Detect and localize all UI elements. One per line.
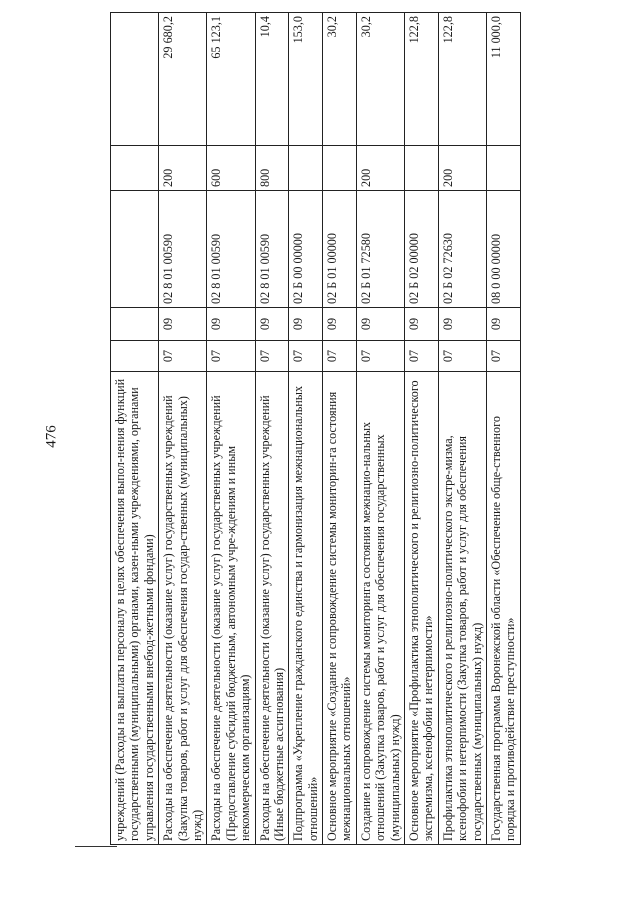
row-target-article: 02 Б 01 72580 [356,191,404,308]
row-amount: 30,2 [356,13,404,146]
row-name: учреждений (Расходы на выплаты персоналу в целях обеспечения выпол-нения функций государственными (муниципальными) органами, казен-ными учреждениями, органами управления государственными внебюд-жетными фондами) [111,372,159,845]
row-name: Профилактика этнополитического и религиозно-политического экстре-мизма, ксенофобии и нетерпимости (Закупка товаров, работ и услуг для обеспечения государственных (муниципальных) нужд) [438,372,486,845]
page-number: 476 [43,425,60,448]
row-amount: 65 123,1 [207,13,255,146]
row-name: Расходы на обеспечение деятельности (оказание услуг) государственных учреждений (Предоставление субсидий бюджетным, автономным учре-ждениям и иным некоммерческим организациям) [207,372,255,845]
row-section: 07 [356,341,404,372]
row-amount: 29 680,2 [159,13,207,146]
budget-table [110,12,521,845]
row-section: 07 [255,341,289,372]
row-subsection: 09 [405,308,439,341]
row-section: 07 [159,341,207,372]
table-row [323,13,357,845]
footer-divider [75,846,117,847]
row-amount [111,13,159,146]
row-subsection [111,308,159,341]
row-name: Основное мероприятие «Создание и сопровождение системы мониторин-га состояния межнациональных отношений» [323,372,357,845]
row-amount: 122,8 [438,13,486,146]
rotated-table-container [110,16,610,845]
table-row [207,13,255,845]
table-row [486,13,520,845]
table-row [405,13,439,845]
row-amount: 10,4 [255,13,289,146]
row-subsection: 09 [438,308,486,341]
row-expense-type: 200 [438,146,486,191]
row-target-article [111,191,159,308]
row-target-article: 02 8 01 00590 [207,191,255,308]
row-target-article: 02 8 01 00590 [159,191,207,308]
row-target-article: 02 Б 00 00000 [289,191,323,308]
row-expense-type: 200 [159,146,207,191]
row-target-article: 02 8 01 00590 [255,191,289,308]
row-section [111,341,159,372]
row-target-article: 08 0 00 00000 [486,191,520,308]
row-section: 07 [486,341,520,372]
row-expense-type [405,146,439,191]
row-expense-type [323,146,357,191]
row-section: 07 [438,341,486,372]
row-subsection: 09 [486,308,520,341]
row-subsection: 09 [159,308,207,341]
row-name: Расходы на обеспечение деятельности (оказание услуг) государственных учреждений (Закупка товаров, работ и услуг для обеспечения государ-ственных (муниципальных) нужд) [159,372,207,845]
table-row [356,13,404,845]
row-name: Основное мероприятие «Профилактика этнополитического и религиозно-политического экстремизма, ксенофобии и нетерпимости» [405,372,439,845]
row-subsection: 09 [323,308,357,341]
row-subsection: 09 [207,308,255,341]
row-amount: 153,0 [289,13,323,146]
row-name: Создание и сопровождение системы мониторинга состояния межнацио-нальных отношений (Закупка товаров, работ и услуг для обеспечения государственных (муниципальных) нужд) [356,372,404,845]
table-row [159,13,207,845]
row-section: 07 [405,341,439,372]
row-target-article: 02 Б 02 00000 [405,191,439,308]
row-section: 07 [289,341,323,372]
row-subsection: 09 [356,308,404,341]
row-expense-type: 800 [255,146,289,191]
row-expense-type: 200 [356,146,404,191]
table-row [111,13,159,845]
row-subsection: 09 [289,308,323,341]
row-name: Подпрограмма «Укрепление гражданского единства и гармонизация межнациональных отношений» [289,372,323,845]
row-name: Расходы на обеспечение деятельности (оказание услуг) государственных учреждений (Иные бюджетные ассигнования) [255,372,289,845]
row-expense-type [289,146,323,191]
row-section: 07 [323,341,357,372]
row-amount: 30,2 [323,13,357,146]
row-amount: 11 000,0 [486,13,520,146]
row-target-article: 02 Б 01 00000 [323,191,357,308]
row-name: Государственная программа Воронежской области «Обеспечение обще-ственного порядка и противодействие преступности» [486,372,520,845]
row-amount: 122,8 [405,13,439,146]
row-expense-type [111,146,159,191]
row-target-article: 02 Б 02 72630 [438,191,486,308]
row-expense-type [486,146,520,191]
table-row [289,13,323,845]
row-expense-type: 600 [207,146,255,191]
row-subsection: 09 [255,308,289,341]
table-row [438,13,486,845]
table-row [255,13,289,845]
row-section: 07 [207,341,255,372]
